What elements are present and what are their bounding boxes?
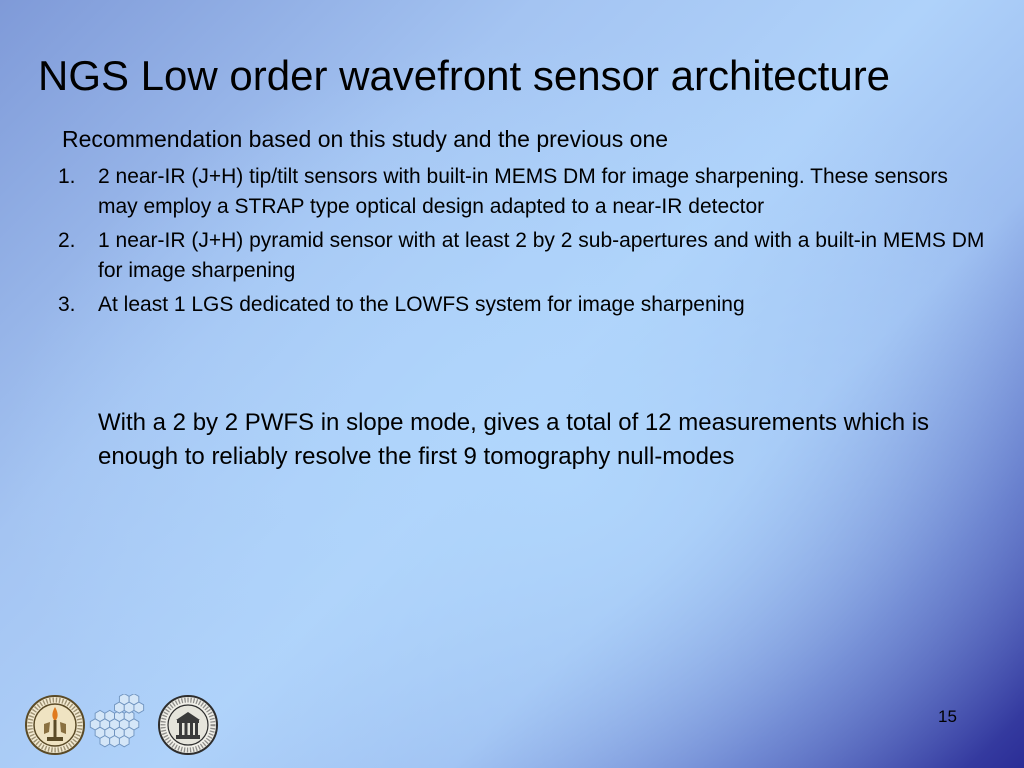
slide-title: NGS Low order wavefront sensor architecture — [38, 52, 891, 99]
list-number: 2. — [58, 229, 76, 252]
intro-text: Recommendation based on this study and the previous one — [62, 126, 669, 152]
caltech-seal-logo — [26, 696, 84, 754]
note-text: With a 2 by 2 PWFS in slope mode, gives a total of 12 measurements which is enough to reliably resolve the first 9 tomography null-modes — [98, 409, 930, 470]
list-number: 1. — [58, 165, 76, 188]
list-item — [58, 290, 988, 320]
list-text: 1 near-IR (J+H) pyramid sensor with at least 2 by 2 sub-apertures and with a built-in MEMS DM for image sharpening — [98, 229, 985, 282]
hexagon-mirror-logo — [90, 694, 143, 747]
list-text: 2 near-IR (J+H) tip/tilt sensors with built-in MEMS DM for image sharpening. These sensors may employ a STRAP type optical design adapted to a near-IR detector — [98, 165, 948, 218]
list-number: 3. — [58, 293, 76, 316]
list-item — [58, 226, 988, 286]
recommendation-list — [58, 162, 988, 324]
list-item — [58, 162, 988, 222]
list-text: At least 1 LGS dedicated to the LOWFS system for image sharpening — [98, 293, 745, 316]
logo-strip — [24, 694, 218, 756]
page-number: 15 — [938, 707, 957, 726]
uc-seal-logo — [159, 696, 217, 754]
